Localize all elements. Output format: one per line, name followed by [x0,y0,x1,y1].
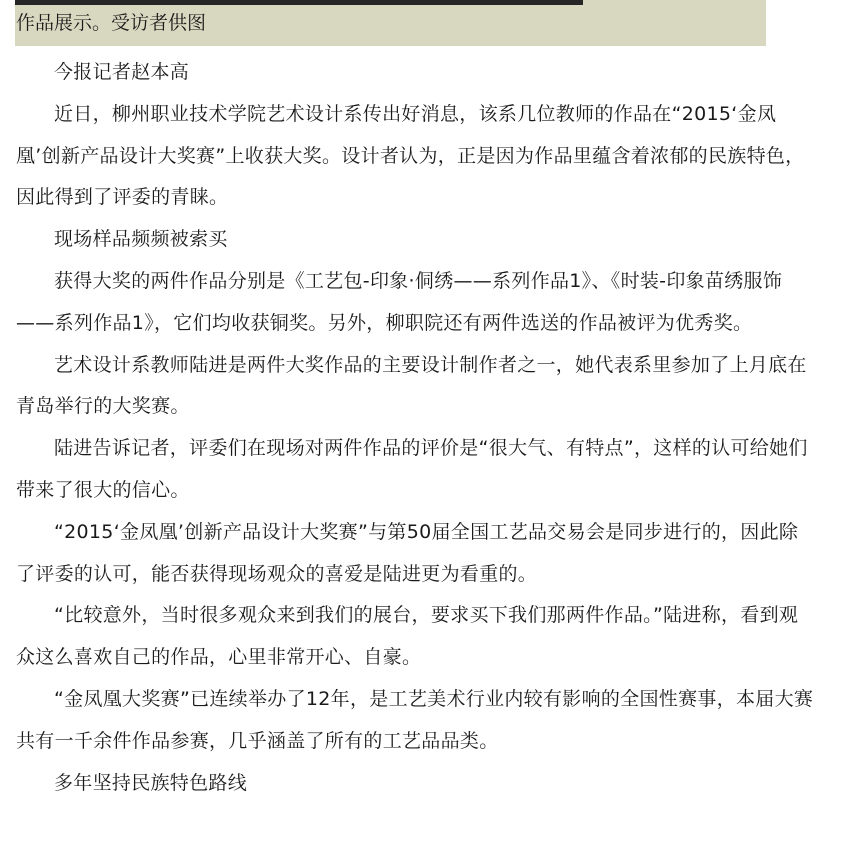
photo-bottom-edge [15,0,583,5]
photo-caption-box [15,0,766,46]
article-paragraph: “金凤凰大奖赛”已连续举办了12年，是工艺美术行业内较有影响的全国性赛事，本届大赛共有一千余件作品参赛，几乎涵盖了所有的工艺品品类。 [16,687,814,752]
photo-caption: 作品展示。受访者供图 [16,12,207,34]
byline: 今报记者赵本高 [54,61,190,83]
article-paragraph: 近日，柳州职业技术学院艺术设计系传出好消息，该系几位教师的作品在“2015‘金凤凰’创新产品设计大奖赛”上收获大奖。设计者认为，正是因为作品里蕴含着浓郁的民族特色，因此得到了评委的青睐。 [16,102,805,209]
article-paragraph: “2015‘金凤凰’创新产品设计大奖赛”与第50届全国工艺品交易会是同步进行的，因此除了评委的认可，能否获得现场观众的喜爱是陆进更为看重的。 [16,520,799,585]
section-heading: 多年坚持民族特色路线 [54,771,248,794]
article-paragraph: 获得大奖的两件作品分别是《工艺包-印象·侗绣——系列作品1》、《时装-印象苗绣服饰——系列作品1》，它们均收获铜奖。另外，柳职院还有两件选送的作品被评为优秀奖。 [16,269,783,334]
section-heading: 现场样品频频被索买 [54,228,228,251]
article-paragraph: “比较意外，当时很多观众来到我们的展台，要求买下我们那两件作品。”陆进称，看到观众这么喜欢自己的作品，心里非常开心、自豪。 [16,604,799,669]
article-paragraph: 陆进告诉记者，评委们在现场对两件作品的评价是“很大气、有特点”，这样的认可给她们带来了很大的信心。 [16,437,808,501]
article-body [16,52,816,804]
article-paragraph: 艺术设计系教师陆进是两件大奖作品的主要设计制作者之一，她代表系里参加了上月底在青岛举行的大奖赛。 [16,353,807,418]
